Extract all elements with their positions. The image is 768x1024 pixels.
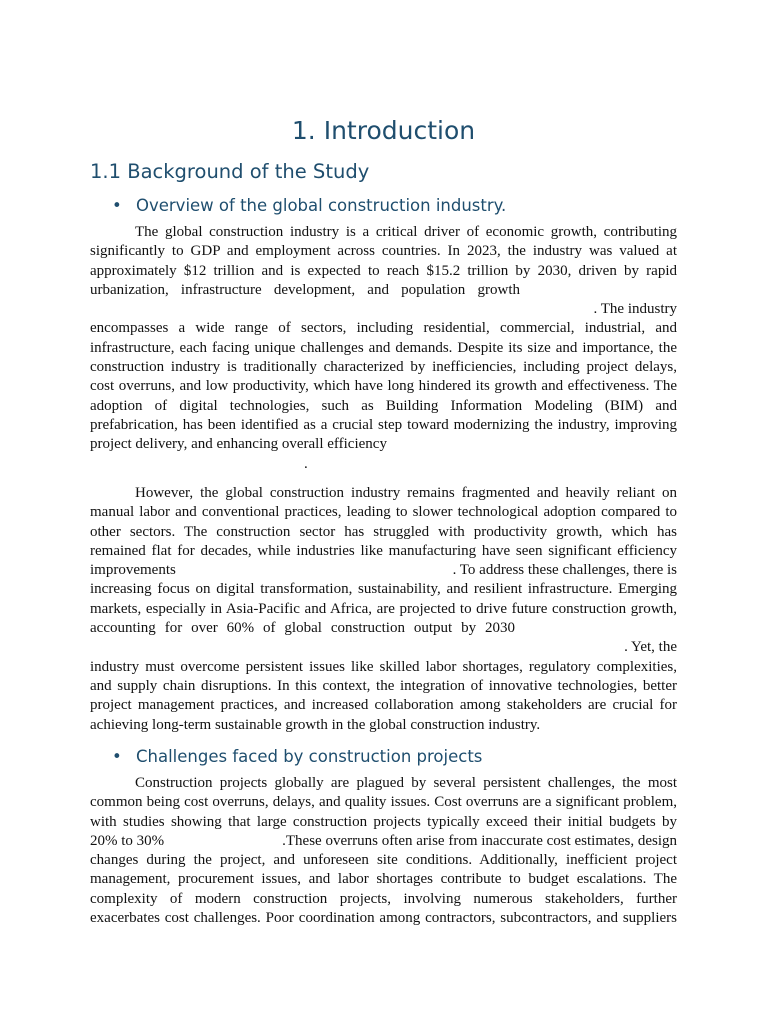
paragraph-line: . The industry [593, 301, 677, 318]
bullet-dot-icon: • [112, 747, 122, 766]
paragraph-challenges-1 [90, 774, 677, 928]
paragraph-line: with studies showing that large construction projects typically exceed their initial budgets by [90, 813, 677, 830]
paragraph-fragment: improvements [90, 562, 176, 579]
paragraph-line: encompasses a wide range of sectors, including residential, commercial, industrial, and [90, 320, 677, 337]
paragraph-line [90, 561, 677, 580]
paragraph-line: . Yet, the [624, 639, 677, 656]
paragraph-line: increasing focus on digital transformation, sustainability, and resilient infrastructure. Emerging [90, 581, 677, 598]
subsection-title: 1.1 Background of the Study [90, 160, 370, 183]
bullet-heading-overview [112, 195, 506, 217]
bullet-heading-challenges [112, 746, 482, 768]
paragraph-line: markets, especially in Asia-Pacific and Africa, are projected to drive future construction growth, [90, 600, 677, 617]
paragraph-overview-2 [90, 484, 677, 735]
bullet-text: Challenges faced by construction projects [136, 747, 483, 766]
paragraph-line: accounting for over 60% of global construction output by 2030 [90, 620, 515, 637]
paragraph-line: prefabrication, has been identified as a crucial step toward modernizing the industry, improving [90, 416, 677, 433]
paragraph-line: complexity of modern construction projects, involving numerous stakeholders, further [90, 890, 677, 907]
paragraph-line: industry must overcome persistent issues like skilled labor shortages, regulatory complexities, [90, 658, 677, 675]
bullet-dot-icon: • [112, 196, 122, 215]
paragraph-line: infrastructure, each facing unique challenges and demands. Despite its size and importance, the [90, 339, 677, 356]
paragraph-line: project management practices, and increased collaboration among stakeholders are crucial for [90, 697, 677, 714]
paragraph-line: common being cost overruns, delays, and quality issues. Cost overruns are a significant problem, [90, 794, 677, 811]
paragraph-line: Construction projects globally are plagued by several persistent challenges, the most [135, 775, 677, 791]
paragraph-line: remained flat for decades, while industries like manufacturing have seen significant efficiency [90, 542, 677, 559]
paragraph-line: changes during the project, and unforeseen site conditions. Additionally, inefficient project [90, 852, 677, 869]
paragraph-line: achieving long-term sustainable growth in the global construction industry. [90, 716, 541, 733]
paragraph-line: other sectors. The construction sector has struggled with productivity growth, which has [90, 523, 677, 540]
bullet-text: Overview of the global construction industry. [136, 196, 507, 215]
paragraph-fragment: . To address these challenges, there is [452, 562, 677, 579]
paragraph-line: exacerbates cost challenges. Poor coordination among contractors, subcontractors, and suppliers [90, 910, 677, 927]
paragraph-overview-1 [90, 223, 677, 474]
paragraph-line: and supply chain disruptions. In this context, the integration of innovative technologies, better [90, 677, 677, 694]
paragraph-line: manual labor and conventional practices, leading to slower technological adoption compared to [90, 504, 677, 521]
paragraph-line: However, the global construction industry remains fragmented and heavily reliant on [135, 485, 677, 501]
paragraph-line: significantly to GDP and employment across countries. In 2023, the industry was valued at [90, 243, 677, 260]
paragraph-line [90, 832, 677, 851]
paragraph-line: approximately $12 trillion and is expected to reach $15.2 trillion by 2030, driven by rapid [90, 262, 677, 279]
paragraph-line: The global construction industry is a critical driver of economic growth, contributing [135, 224, 677, 240]
paragraph-line: construction industry is traditionally characterized by inefficiencies, including project delays, [90, 359, 677, 376]
paragraph-line: . [304, 455, 308, 472]
paragraph-line: adoption of digital technologies, such as Building Information Modeling (BIM) and [90, 397, 677, 414]
paragraph-line: urbanization, infrastructure development, and population growth [90, 281, 520, 298]
paragraph-line: cost overruns, and low productivity, which have long hindered its growth and effectiveness. The [90, 378, 677, 395]
paragraph-line: project delivery, and enhancing overall efficiency [90, 436, 387, 453]
paragraph-fragment: 20% to 30% [90, 832, 165, 849]
paragraph-line: management, procurement issues, and labor shortages contribute to budget escalations. The [90, 871, 677, 888]
paragraph-fragment: .These overruns often arise from inaccurate cost estimates, design [282, 832, 677, 849]
section-title: 1. Introduction [291, 116, 476, 145]
